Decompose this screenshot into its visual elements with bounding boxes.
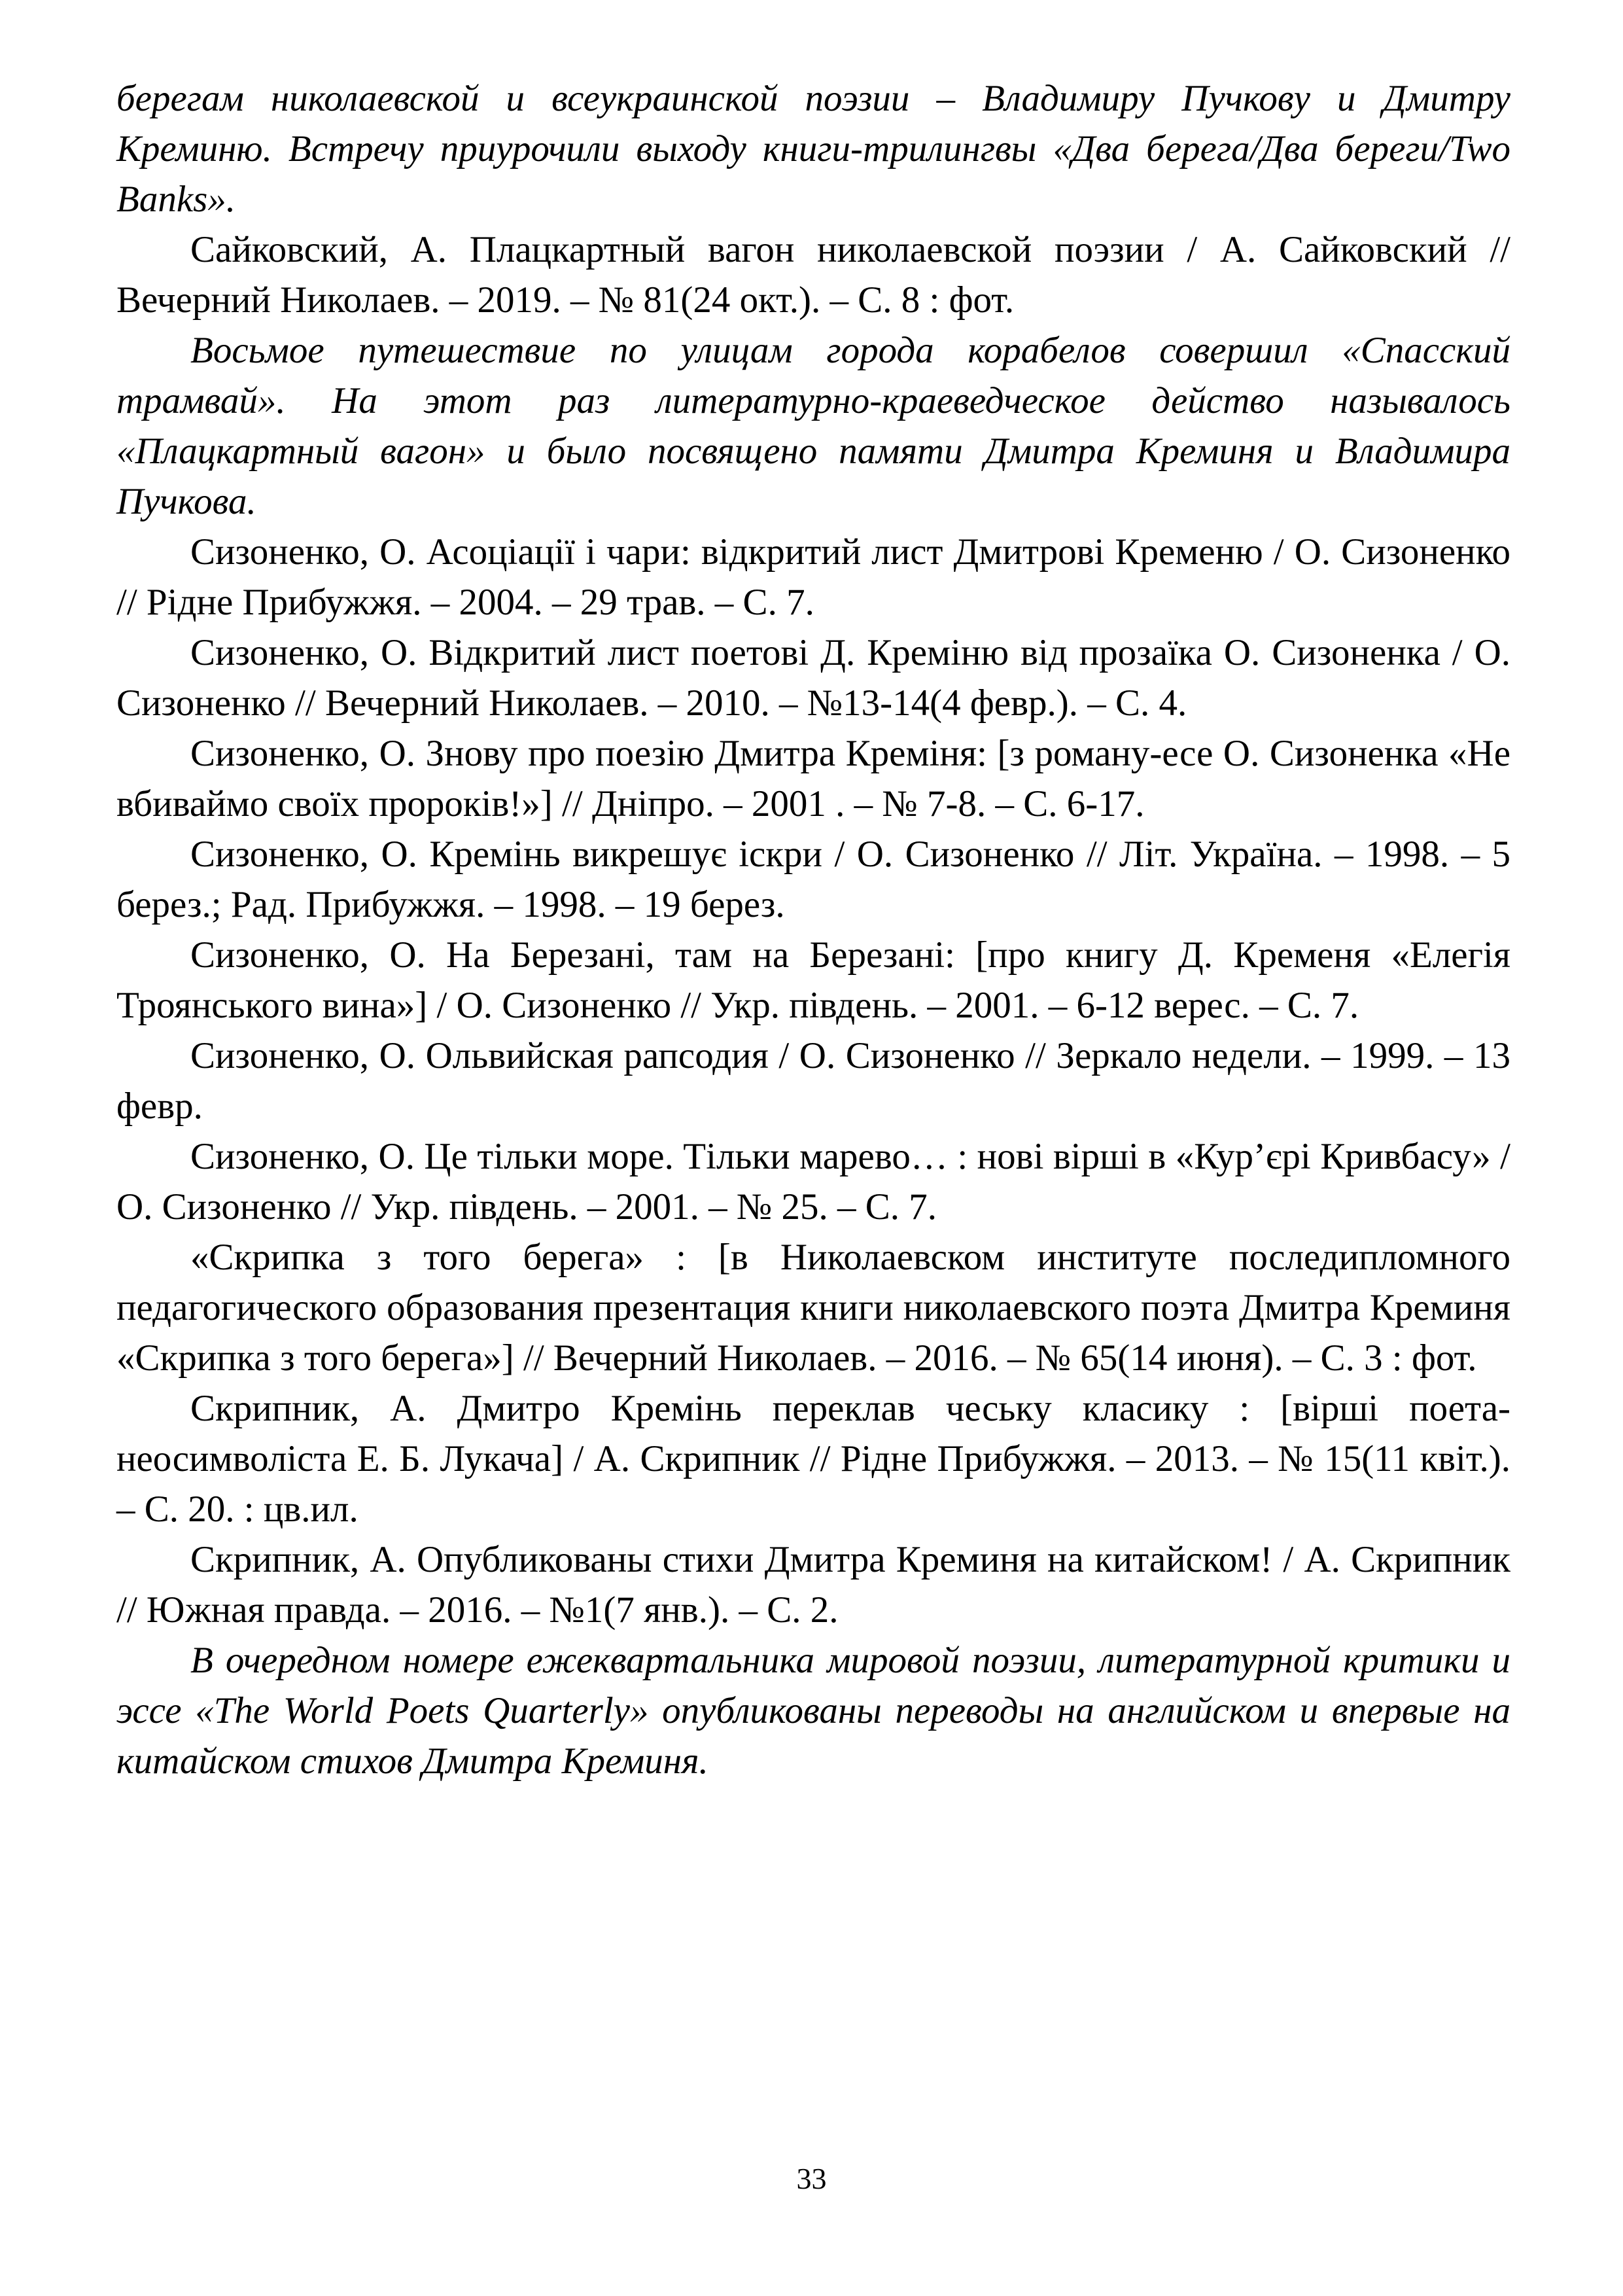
citation-entry: «Скрипка з того берега» : [в Николаевском институте последипломного педагогического образования презентация книги николаевского поэта Дмитра Креминя «Скрипка з того берега»] // Вечерний Николаев. – 2016. – № 65(14 июня). – С. 3 : фот. [116,1237,1510,1379]
citation-entry: Сизоненко, О. Кремінь викрешує іскри / О. Сизоненко // Літ. Україна. – 1998. – 5 берез.; Рад. Прибужжя. – 1998. – 19 берез. [116,834,1510,925]
page-number: 33 [796,2162,827,2195]
citation-entry: Сизоненко, О. Це тільки море. Тільки марево… : нові вірші в «Кур’єрі Кривбасу» / О. Сизоненко // Укр. південь. – 2001. – № 25. – С. 7. [116,1136,1510,1227]
page-body [116,73,1510,1786]
annotation-text: Восьмое путешествие по улицам города корабелов совершил «Спасский трамвай». На этот раз литературно-краеведческое действо называлось «Плацкартный вагон» и было посвящено памяти Дмитра Креминя и Владимира Пучкова. [116,330,1510,522]
citation-entry: Сизоненко, О. Знову про поезію Дмитра Креміня: [з роману-есе О. Сизоненка «Не вбиваймо своїх пророків!»] // Дніпро. – 2001 . – № 7-8. – С. 6-17. [116,733,1510,824]
citation-entry: Скрипник, А. Опубликованы стихи Дмитра Креминя на китайском! / А. Скрипник // Южная правда. – 2016. – №1(7 янв.). – С. 2. [116,1539,1510,1631]
citation-entry: Скрипник, А. Дмитро Кремінь переклав чеську класику : [вірші поета-неосимволіста Е. Б. Лукача] / А. Скрипник // Рідне Прибужжя. – 2013. – № 15(11 квіт.). – С. 20. : цв.ил. [116,1388,1510,1530]
annotation-text: берегам николаевской и всеукраинской поэзии – Владимиру Пучкову и Дмитру Креминю. Встречу приурочили выходу книги-трилингвы «Два берега/Два береги/Two Banks». [116,78,1510,220]
citation-entry: Сизоненко, О. Відкритий лист поетові Д. Креміню від прозаїка О. Сизоненка / О. Сизоненко // Вечерний Николаев. – 2010. – №13-14(4 февр.). – С. 4. [116,632,1510,724]
citation-entry: Сизоненко, О. Ольвийская рапсодия / О. Сизоненко // Зеркало недели. – 1999. – 13 февр. [116,1035,1510,1127]
citation-entry: Сизоненко, О. На Березані, там на Березані: [про книгу Д. Кременя «Елегія Троянського вина»] / О. Сизоненко // Укр. південь. – 2001. – 6-12 верес. – С. 7. [116,934,1510,1026]
citation-entry: Сайковский, А. Плацкартный вагон николаевской поэзии / А. Сайковский // Вечерний Николаев. – 2019. – № 81(24 окт.). – С. 8 : фот. [116,229,1510,321]
citation-entry: Сизоненко, О. Асоціації і чари: відкритий лист Дмитрові Кременю / О. Сизоненко // Рідне Прибужжя. – 2004. – 29 трав. – С. 7. [116,531,1510,623]
annotation-text: В очередном номере ежеквартальника мировой поэзии, литературной критики и эссе «The World Poets Quarterly» опубликованы переводы на английском и впервые на китайском стихов Дмитра Креминя. [116,1640,1510,1782]
